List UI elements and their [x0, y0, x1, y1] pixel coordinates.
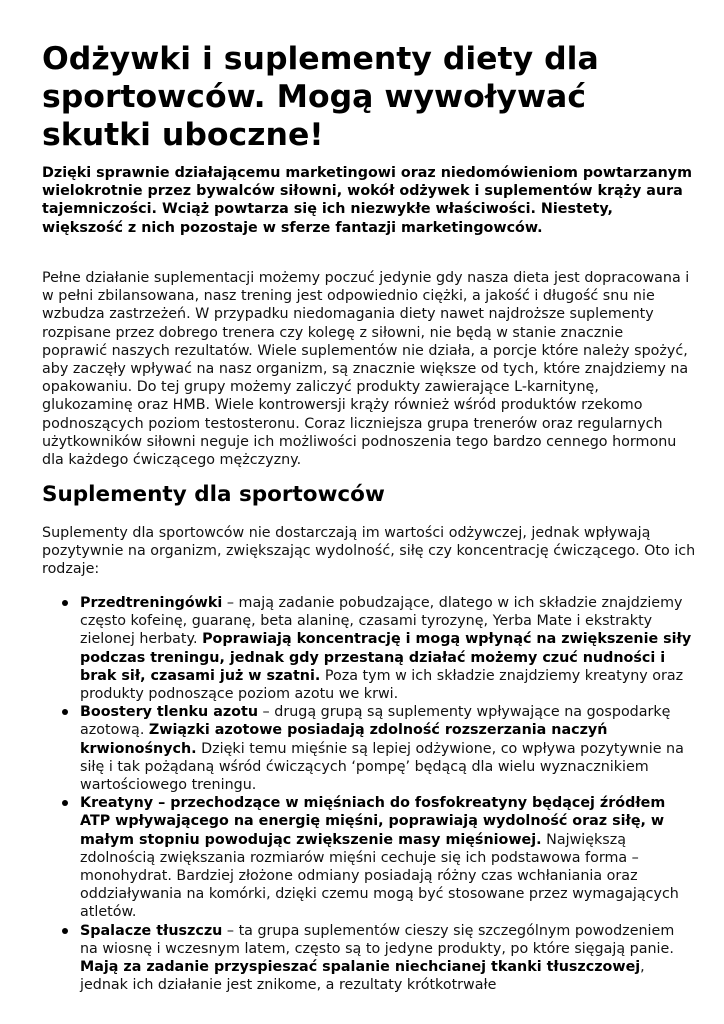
- item-text: , jednak ich działanie jest znikome, a rezultaty krótkotrwałe: [80, 959, 645, 994]
- item-text: – drugą grupą są suplementy wpływające na gospodarkę azotową.: [80, 704, 671, 739]
- item-text: – mają zadanie pobudzające, dlatego w ich składzie znajdziemy często kofeinę, guaranę, beta alaninę, czasami tyrozynę, Yerba Mate i ekstrakty zielonej herbaty.: [80, 595, 683, 648]
- list-item: [42, 794, 692, 921]
- article-title: Odżywki i suplementy diety dla sportowców. Mogą wywoływać skutki uboczne!: [42, 41, 599, 153]
- item-text: Dzięki temu mięśnie są lepiej odżywione, co wpływa pozytywnie na siłę i tak pożądaną wśród ćwiczących ‘pompę’ będącą dla wielu wyznacznikiem wartościowego treningu.: [80, 740, 684, 794]
- item-highlight: – przechodzące w mięśniach do fosfokreatyny będącej źródłem ATP wpływającego na energię mięśni, poprawiają wydolność oraz siłę, w małym stopniu powodując zwiększenie masy mięśniowej.: [80, 795, 666, 848]
- section-intro: Suplementy dla sportowców nie dostarczają im wartości odżywczej, jednak wpływają pozytywnie na organizm, zwiększając wydolność, siłę czy koncentrację ćwiczącego. Oto ich rodzaje:: [42, 525, 696, 578]
- item-highlight: Mają za zadanie przyspieszać spalanie niechcianej tkanki tłuszczowej: [80, 959, 641, 976]
- article-paragraph: Pełne działanie suplementacji możemy poczuć jedynie gdy nasza dieta jest dopracowana i w pełni zbilansowana, nasz trening jest odpowiednio ciężki, a jakość i długość snu nie wzbudza zastrzeżeń. W przypadku niedomagania diety nawet najdroższe suplementy rozpisane przez dobrego trenera czy kolegę z siłowni, nie będą w stanie znacznie poprawić naszych rezultatów. Wiele suplementów nie działa, a porcje które należy spożyć, aby zaczęły wpływać na nasz organizm, są znacznie większe od tych, które znajdziemy na opakowaniu. Do tej grupy możemy zaliczyć produkty zawierające L-karnitynę, glukozaminę oraz HMB. Wiele kontrowersji krąży również wśród produktów rzekomo podnoszących poziom testosteronu. Coraz liczniejsza grupa trenerów oraz regularnych użytkowników siłowni neguje ich możliwości podnoszenia tego bardzo cennego hormonu dla każdego ćwiczącego mężczyzny.: [42, 270, 690, 469]
- item-term: Spalacze tłuszczu: [80, 922, 223, 939]
- list-item: [42, 922, 692, 995]
- item-highlight: Związki azotowe posiadają zdolność rozszerzania naczyń krwionośnych.: [80, 722, 608, 757]
- item-term: Przedtreningówki: [80, 595, 223, 611]
- item-text: Poza tym w ich składzie znajdziemy kreatyny oraz produkty podnoszące poziom azotu we krwi.: [80, 667, 684, 703]
- item-highlight: Poprawiają koncentrację i mogą wpłynąć na zwiększenie siły podczas treningu, jednak gdy przestaną działać możemy czuć nudności i brak sił, czasami już w szatni.: [80, 631, 692, 684]
- item-term: Boostery tlenku azotu: [80, 704, 259, 721]
- article-lead: Dzięki sprawnie działającemu marketingowi oraz niedomówieniom powtarzanym wielokrotnie przez bywalców siłowni, wokół odżywek i suplementów krąży aura tajemniczości. Wciąż powtarza się ich niezwykłe właściwości. Niestety, większość z nich pozostaje w sferze fantazji marketingowców.: [42, 165, 692, 236]
- item-term: Kreatyny: [80, 795, 154, 812]
- list-item: [42, 594, 692, 703]
- item-text: – ta grupa suplementów cieszy się szczególnym powodzeniem na wiosnę i wczesnym latem, często są to jedyne produkty, po które sięgają panie.: [80, 922, 675, 957]
- supplement-list: [42, 594, 692, 994]
- item-text: Największą zdolnością zwiększania rozmiarów mięśni cechuje się ich podstawowa forma – monohydrat. Bardziej złożone odmiany posiadają różny czas wchłaniania oraz oddziaływania na komórki, dzięki czemu mogą być stosowane przez wymagających atletów.: [80, 831, 679, 921]
- section-heading: Suplementy dla sportowców: [42, 482, 385, 507]
- list-item: [42, 703, 692, 794]
